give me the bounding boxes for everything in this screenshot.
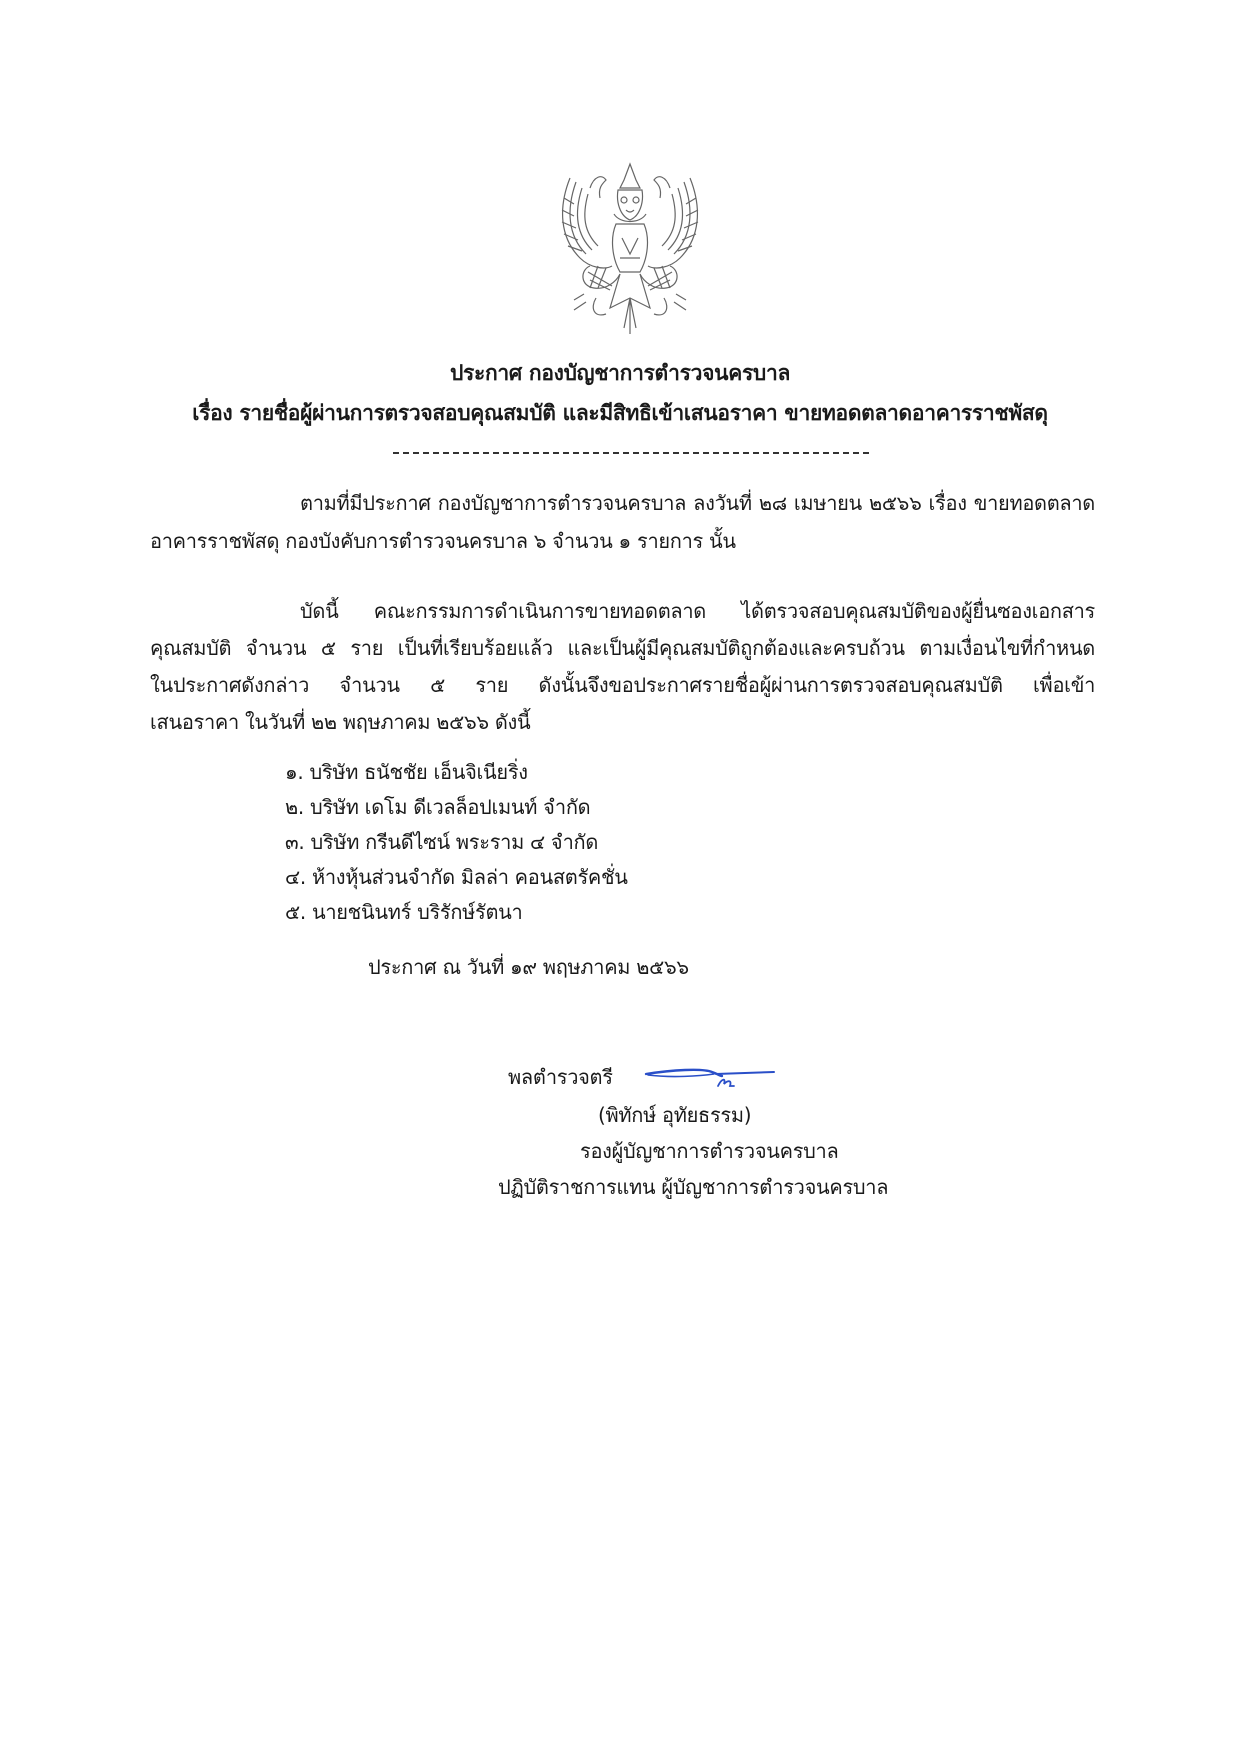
announcement-date: ประกาศ ณ วันที่ ๑๙ พฤษภาคม ๒๕๖๖	[368, 955, 689, 979]
paragraph2-line-2: คุณสมบัติ จำนวน ๕ ราย เป็นที่เรียบร้อยแล้ว และเป็นผู้มีคุณสมบัติถูกต้องและครบถ้วน ตามเงื่อนไขที่กำหนด	[150, 636, 1095, 660]
bidder-item: ๓. บริษัท กรีนดีไซน์ พระราม ๔ จำกัด	[285, 830, 599, 854]
announcement-title: ประกาศ กองบัญชาการตำรวจนครบาล	[449, 361, 791, 385]
bidder-item: ๑. บริษัท ธนัชชัย เอ็นจิเนียริ่ง	[285, 760, 528, 784]
announcement-subject: เรื่อง รายชื่อผู้ผ่านการตรวจสอบคุณสมบัติ และมีสิทธิเข้าเสนอราคา ขายทอดตลาดอาคารราชพัสดุ	[192, 401, 1048, 425]
bidder-item: ๕. นายชนินทร์ บริรักษ์รัตนา	[285, 900, 523, 924]
garuda-emblem-icon	[550, 158, 710, 338]
paragraph2-line-1: บัดนี้ คณะกรรมการดำเนินการขายทอดตลาด ได้ตรวจสอบคุณสมบัติของผู้ยื่นซองเอกสาร	[300, 599, 1095, 623]
signatory-rank: พลตำรวจตรี	[508, 1065, 613, 1089]
bidder-item: ๒. บริษัท เดโม ดีเวลล็อปเมนท์ จำกัด	[285, 795, 591, 819]
signatory-position: รองผู้บัญชาการตำรวจนครบาล	[580, 1139, 839, 1163]
header-divider	[393, 452, 869, 454]
paragraph2-line-4: เสนอราคา ในวันที่ ๒๒ พฤษภาคม ๒๕๖๖ ดังนี้	[150, 710, 531, 734]
paragraph1-line-2: อาคารราชพัสดุ กองบังคับการตำรวจนครบาล ๖ จำนวน ๑ รายการ นั้น	[150, 529, 736, 553]
signatory-acting: ปฏิบัติราชการแทน ผู้บัญชาการตำรวจนครบาล	[498, 1175, 889, 1199]
paragraph1-line-1: ตามที่มีประกาศ กองบัญชาการตำรวจนครบาล ลงวันที่ ๒๘ เมษายน ๒๕๖๖ เรื่อง ขายทอดตลาด	[300, 491, 1095, 515]
paragraph2-line-3: ในประกาศดังกล่าว จำนวน ๕ ราย ดังนั้นจึงขอประกาศรายชื่อผู้ผ่านการตรวจสอบคุณสมบัติ เพื่อเข้า	[150, 673, 1095, 697]
signatory-name: (พิทักษ์ อุทัยธรรม)	[598, 1103, 752, 1127]
bidder-item: ๔. ห้างหุ้นส่วนจำกัด มิลล่า คอนสตรัคชั่น	[285, 865, 628, 889]
handwritten-signature-icon	[642, 1064, 778, 1092]
